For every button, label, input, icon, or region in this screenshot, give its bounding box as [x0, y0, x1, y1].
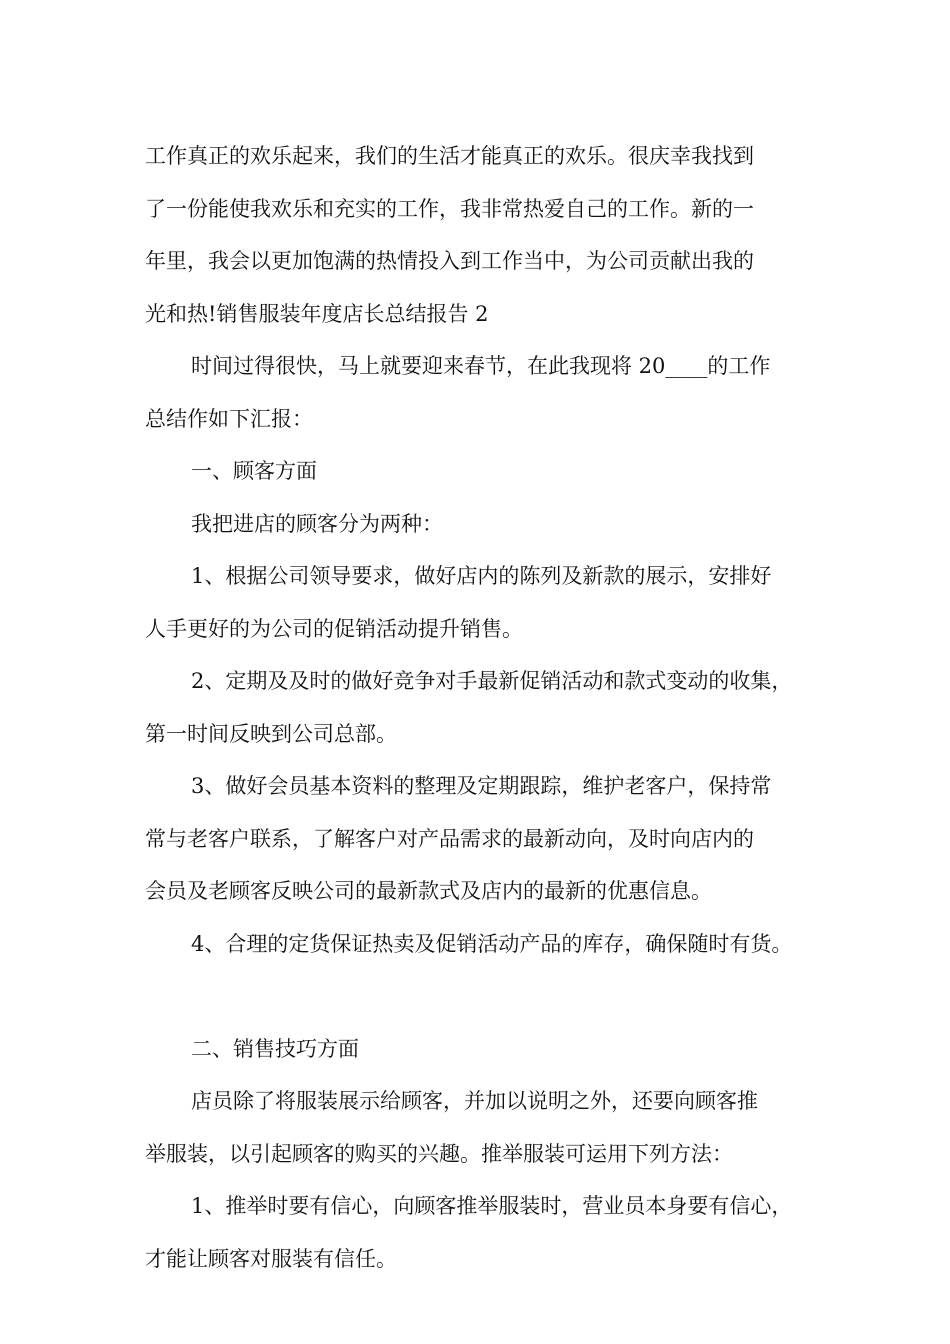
list-item-4: 4、合理的定货保证热卖及促销活动产品的库存，确保随时有货。 — [191, 931, 793, 956]
text-line: 常与老客户联系，了解客户对产品需求的最新动向，及时向店内的 — [145, 826, 754, 851]
text-line: 了一份能使我欢乐和充实的工作，我非常热爱自己的工作。新的一 — [145, 196, 754, 221]
text-line: 年里，我会以更加饱满的热情投入到工作当中，为公司贡献出我的 — [145, 249, 754, 273]
paragraph-start: 我把进店的顾客分为两种： — [191, 511, 443, 536]
report-title-line: 光和热!销售服装年度店长总结报告 2 — [145, 301, 489, 326]
list-item-3: 3、做好会员基本资料的整理及定期跟踪，维护老客户，保持常 — [191, 774, 772, 798]
document-body — [145, 130, 817, 1285]
text-line: 会员及老顾客反映公司的最新款式及店内的最新的优惠信息。 — [145, 879, 712, 903]
text-line: 第一时间反映到公司总部。 — [145, 721, 397, 746]
text-line: 人手更好的为公司的促销活动提升销售。 — [145, 616, 523, 641]
list-item-1: 1、推举时要有信心，向顾客推举服装时，营业员本身要有信心， — [191, 1194, 793, 1218]
blank-line — [145, 970, 817, 1023]
list-item-2: 2、定期及及时的做好竞争对手最新促销活动和款式变动的收集， — [191, 669, 793, 693]
section-heading-customers: 一、顾客方面 — [191, 459, 317, 483]
list-item-1: 1、根据公司领导要求，做好店内的陈列及新款的展示，安排好 — [191, 564, 772, 588]
text-line: 举服装，以引起顾客的购买的兴趣。推举服装可运用下列方法： — [145, 1141, 733, 1166]
text-line: 才能让顾客对服装有信任。 — [145, 1246, 397, 1271]
paragraph-start: 时间过得很快，马上就要迎来春节，在此我现将 20____的工作 — [191, 354, 771, 378]
section-heading-sales-skills: 二、销售技巧方面 — [191, 1036, 359, 1061]
paragraph-start: 店员除了将服装展示给顾客，并加以说明之外，还要向顾客推 — [191, 1089, 758, 1113]
text-line: 工作真正的欢乐起来，我们的生活才能真正的欢乐。很庆幸我找到 — [145, 144, 754, 168]
text-line: 总结作如下汇报： — [145, 406, 313, 431]
